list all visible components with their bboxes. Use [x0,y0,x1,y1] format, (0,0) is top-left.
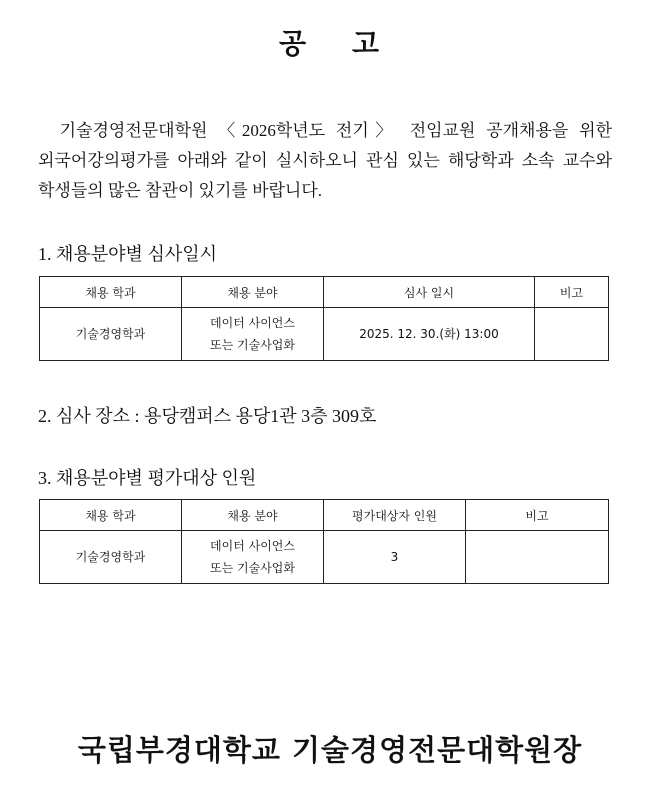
header-dept: 채용 학과 [40,277,182,308]
section3-heading: 3. 채용분야별 평가대상 인원 [38,468,257,488]
table-row [40,531,609,584]
section2-heading: 2. 심사 장소 : 용당캠퍼스 용당1관 3층 309호 [38,406,377,426]
header-note: 비고 [535,277,609,308]
cell-field [182,531,324,584]
cell-dept: 기술경영학과 [40,308,182,361]
count-table [39,499,609,584]
field-line-1: 데이터 사이언스 [210,539,295,553]
table-row [40,308,609,361]
header-field: 채용 분야 [182,500,324,531]
cell-datetime: 2025. 12. 30.(화) 13:00 [324,308,535,361]
title-char-1: 공 [278,29,308,60]
header-count: 평가대상자 인원 [324,500,466,531]
section1-heading: 1. 채용분야별 심사일시 [38,244,217,264]
header-dept: 채용 학과 [40,500,182,531]
header-note: 비고 [466,500,609,531]
cell-note [466,531,609,584]
intro-text: 기술경영전문대학원 〈2026학년도 전기〉 전임교원 공개채용을 위한 외국어강의평가를 아래와 같이 실시하오니 관심 있는 해당학과 소속 교수와 학생들의 많은 참관이 있기를 바랍니다. [38,121,612,200]
table-header-row [40,277,609,308]
page-title [0,22,660,62]
cell-count: 3 [324,531,466,584]
issuer-signature: 국립부경대학교 기술경영전문대학원장 [77,733,583,767]
field-line-1: 데이터 사이언스 [210,316,295,330]
header-datetime: 심사 일시 [324,277,535,308]
header-field: 채용 분야 [182,277,324,308]
cell-note [535,308,609,361]
intro-paragraph [38,116,612,206]
title-char-2: 고 [352,29,382,60]
table-header-row [40,500,609,531]
field-line-2: 또는 기술사업화 [210,338,295,352]
cell-dept: 기술경영학과 [40,531,182,584]
schedule-table [39,276,609,361]
field-line-2: 또는 기술사업화 [210,561,295,575]
cell-field [182,308,324,361]
